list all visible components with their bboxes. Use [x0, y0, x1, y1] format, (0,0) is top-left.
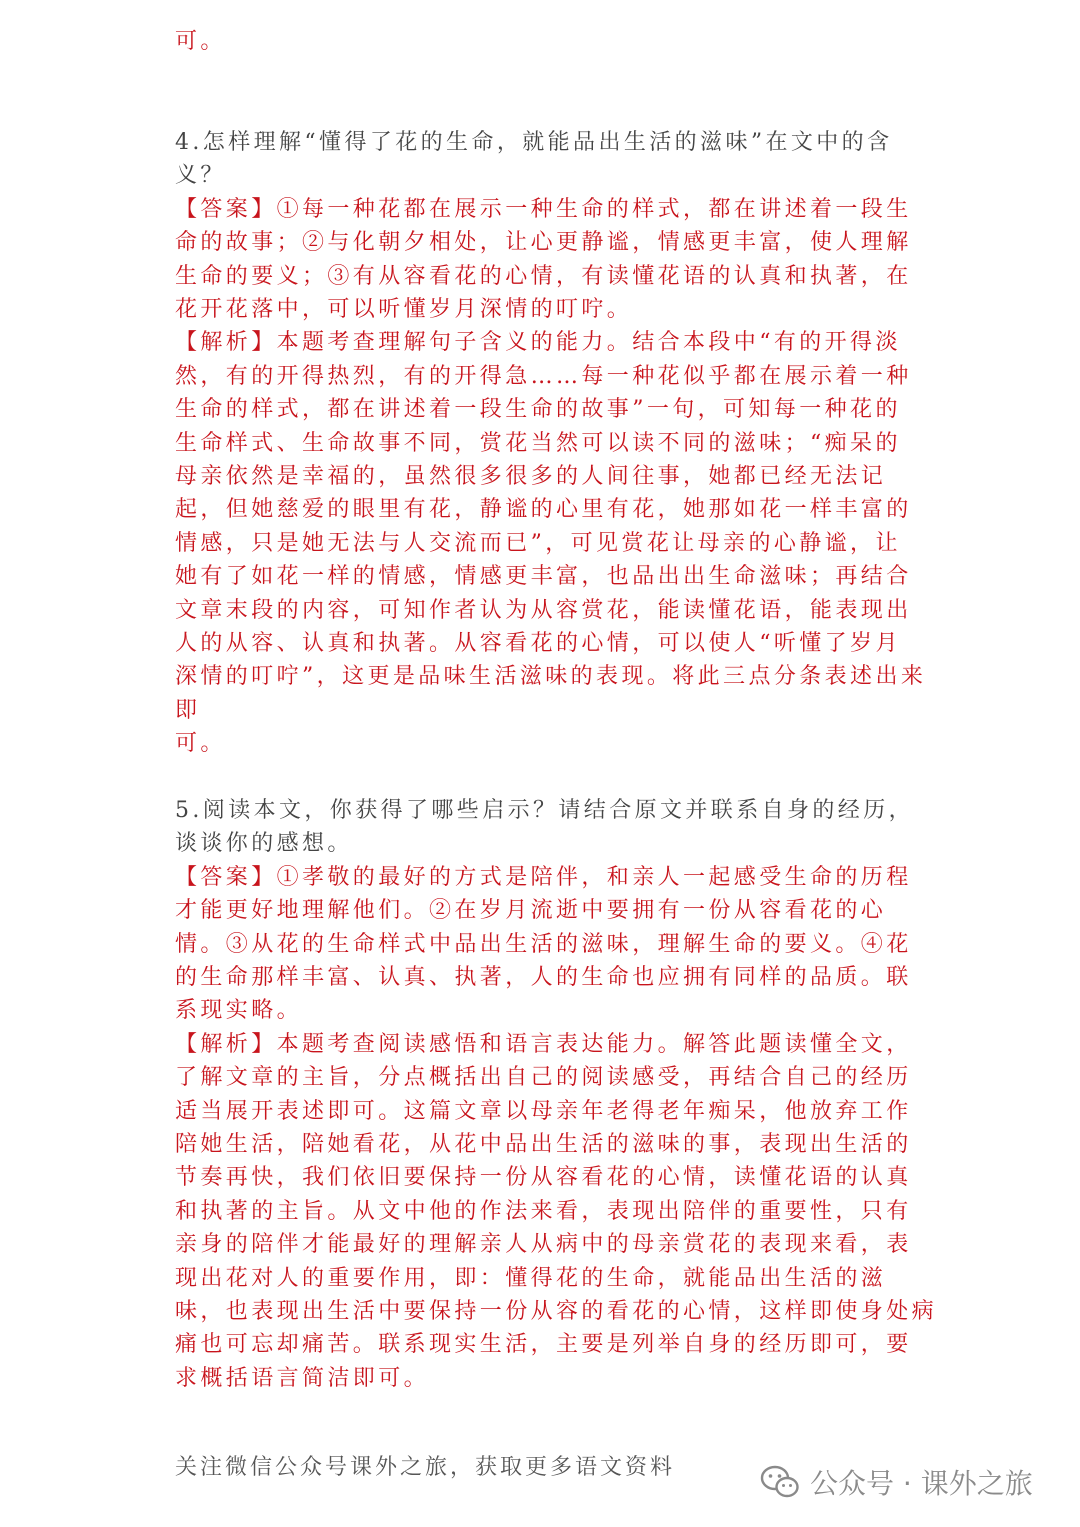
footer-note: 关注微信公众号课外之旅，获取更多语文资料 — [175, 1455, 676, 1480]
answer-text: ①孝敬的最好的方式是陪伴，和亲人一起感受生命的历程 — [276, 864, 912, 890]
analysis-5-line — [175, 1362, 429, 1395]
question-text: 5.阅读本文，你获得了哪些启示？请结合原文并联系自身的经历， — [175, 798, 914, 823]
answer-5-line — [175, 961, 912, 994]
analysis-text: 母亲依然是幸福的，虽然很多很多的人间往事，她都已经无法记 — [175, 464, 887, 489]
analysis-text: 文章末段的内容，可知作者认为从容赏花，能读懂花语，能表现出 — [175, 597, 912, 623]
analysis-5-line — [175, 1195, 912, 1228]
analysis-5-line — [175, 1028, 912, 1061]
answer-5-line — [175, 894, 886, 927]
question-4-line — [175, 159, 226, 192]
analysis-text: 人的从容、认真和执著。从容看花的心情，可以使人“听懂了岁月 — [175, 631, 901, 656]
analysis-4-line — [175, 694, 200, 727]
question-text: 义？ — [175, 163, 226, 189]
carryover-line — [175, 25, 226, 58]
analysis-text: 生命样式、生命故事不同，赏花当然可以读不同的滋味；“痴呆的 — [175, 430, 901, 456]
analysis-text: 节奏再快，我们依旧要保持一份从容看花的心情，读懂花语的认真 — [175, 1165, 912, 1191]
analysis-4-line — [175, 393, 901, 426]
analysis-4-line — [175, 560, 912, 593]
question-5-line — [175, 827, 353, 860]
analysis-text: 生命的样式，都在讲述着一段生命的故事”一句，可知每一种花的 — [175, 397, 901, 423]
answer-text: ①每一种花都在展示一种生命的样式，都在讲述着一段生 — [276, 196, 912, 222]
analysis-text: 本题考查理解句子含义的能力。结合本段中“有的开得淡 — [276, 330, 901, 356]
analysis-text: 即 — [175, 697, 201, 723]
analysis-4-line — [175, 627, 901, 660]
analysis-4-line — [175, 460, 886, 493]
answer-5-line — [175, 994, 302, 1027]
answer-text: 情。③从花的生命样式中品出生活的滋味，理解生命的要义。④花 — [175, 931, 912, 957]
answer-text: 生命的要义；③有从容看花的心情，有读懂花语的认真和执著，在 — [175, 263, 912, 289]
analysis-5-line — [175, 1295, 937, 1328]
analysis-5-line — [175, 1128, 912, 1161]
answer-5-line — [175, 928, 912, 961]
analysis-text: 适当展开表述即可。这篇文章以母亲年老得老年痴呆，他放弃工作 — [175, 1098, 912, 1124]
question-5-line — [175, 794, 914, 827]
carryover-text: 可。 — [175, 29, 226, 54]
watermark — [760, 1460, 1033, 1504]
analysis-4-line — [175, 527, 901, 560]
analysis-5-line — [175, 1061, 912, 1094]
analysis-text: 了解文章的主旨，分点概括出自己的阅读感受，再结合自己的经历 — [175, 1065, 912, 1091]
analysis-text: 她有了如花一样的情感，情感更丰富，也品出出生命滋味；再结合 — [175, 564, 912, 590]
analysis-4-line — [175, 360, 912, 393]
analysis-text: 味，也表现出生活中要保持一份从容的看花的心情，这样即使身处病 — [175, 1299, 938, 1324]
analysis-4-line — [175, 660, 926, 693]
question-text: 4.怎样理解“懂得了花的生命，就能品出生活的滋味”在文中的含 — [175, 130, 893, 155]
analysis-text: 起，但她慈爱的眼里有花，静谧的心里有花，她那如花一样丰富的 — [175, 497, 912, 523]
answer-text: 的生命那样丰富、认真、执著，人的生命也应拥有同样的品质。联 — [175, 965, 912, 990]
analysis-text: 现出花对人的重要作用，即：懂得花的生命，就能品出生活的滋 — [175, 1265, 887, 1291]
analysis-4-line — [175, 493, 912, 526]
question-text: 谈谈你的感想。 — [175, 831, 353, 857]
analysis-5-line — [175, 1262, 886, 1295]
analysis-text: 求概括语言简洁即可。 — [175, 1365, 430, 1391]
analysis-text: 和执著的主旨。从文中他的作法来看，表现出陪伴的重要性，只有 — [175, 1198, 912, 1224]
wechat-icon — [760, 1464, 800, 1500]
answer-4-line — [175, 260, 912, 293]
analysis-text: 痛也可忘却痛苦。联系现实生活，主要是列举自身的经历即可，要 — [175, 1332, 912, 1358]
answer-4-line — [175, 293, 632, 326]
answer-text: 系现实略。 — [175, 998, 303, 1024]
answer-text: 命的故事；②与化朝夕相处，让心更静谧，情感更丰富，使人理解 — [175, 230, 912, 256]
analysis-text: 亲身的陪伴才能最好的理解亲人从病中的母亲赏花的表现来看，表 — [175, 1232, 912, 1258]
analysis-text: 本题考查阅读感悟和语言表达能力。解答此题读懂全文， — [276, 1031, 912, 1057]
analysis-5-line — [175, 1228, 912, 1261]
analysis-4-line — [175, 326, 901, 359]
question-4-line — [175, 126, 893, 159]
answer-4-line — [175, 226, 912, 259]
answer-5-line — [175, 861, 912, 894]
analysis-5-line — [175, 1095, 912, 1128]
analysis-text: 情感，只是她无法与人交流而已”，可见赏花让母亲的心静谧，让 — [175, 530, 901, 556]
answer-text: 花开花落中，可以听懂岁月深情的叮咛。 — [175, 297, 633, 322]
analysis-4-line — [175, 727, 226, 760]
analysis-5-line — [175, 1328, 912, 1361]
analysis-tag: 【解析】 — [175, 330, 277, 356]
analysis-tag: 【解析】 — [175, 1031, 277, 1057]
answer-4-line — [175, 193, 912, 226]
analysis-5-line — [175, 1161, 912, 1194]
analysis-4-line — [175, 427, 901, 460]
analysis-text: 陪她生活，陪她看花，从花中品出生活的滋味的事，表现出生活的 — [175, 1132, 912, 1157]
analysis-text: 深情的叮咛”，这更是品味生活滋味的表现。将此三点分条表述出来 — [175, 664, 927, 690]
answer-tag: 【答案】 — [175, 864, 277, 890]
analysis-text: 然，有的开得热烈，有的开得急……每一种花似乎都在展示着一种 — [175, 363, 912, 389]
answer-tag: 【答案】 — [175, 196, 277, 222]
watermark-text: 公众号 · 课外之旅 — [810, 1467, 1033, 1500]
analysis-text: 可。 — [175, 731, 226, 757]
analysis-4-line — [175, 594, 912, 627]
answer-text: 才能更好地理解他们。②在岁月流逝中要拥有一份从容看花的心 — [175, 898, 887, 924]
